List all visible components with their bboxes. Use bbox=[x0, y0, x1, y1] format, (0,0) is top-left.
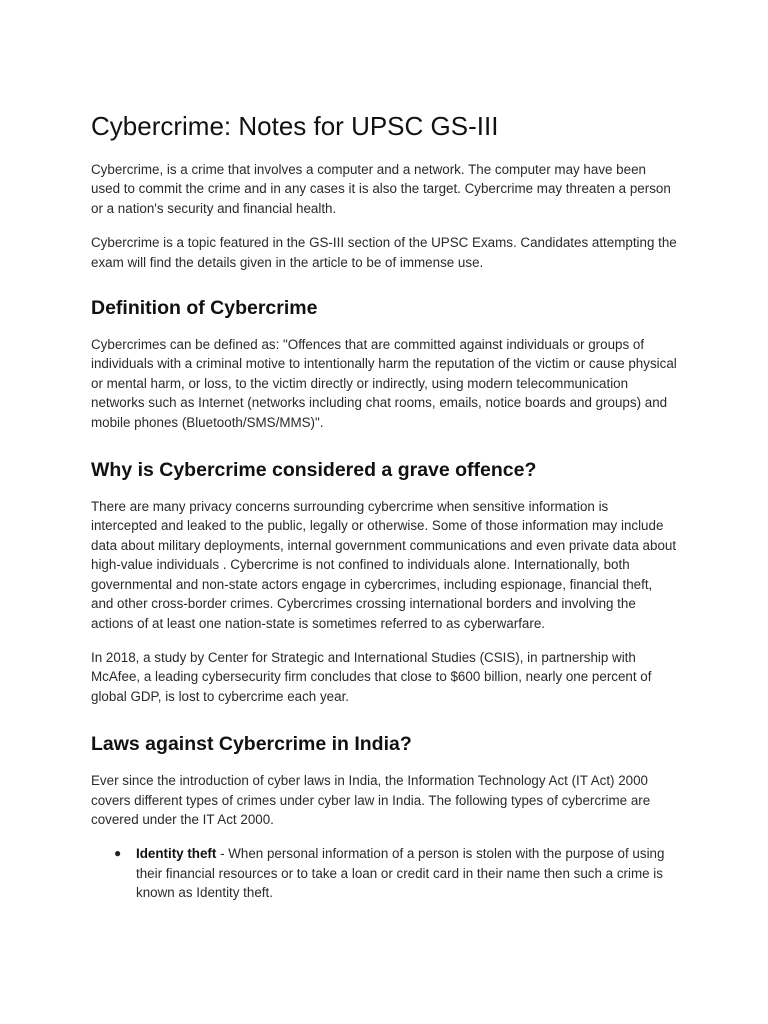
section-heading-grave-offence: Why is Cybercrime considered a grave offence? bbox=[91, 459, 537, 482]
cybercrime-types-list bbox=[91, 844, 678, 902]
intro-paragraph-2: Cybercrime is a topic featured in the GS-III section of the UPSC Exams. Candidates attempting the exam will find the details given in the article to be of immense use. bbox=[91, 235, 677, 270]
document-title: Cybercrime: Notes for UPSC GS-III bbox=[91, 111, 499, 141]
bullet-term: Identity theft bbox=[136, 846, 217, 862]
bullet-text: - When personal information of a person is stolen with the purpose of using their financial resources or to take a loan or credit card in their name then such a crime is known as Identity theft. bbox=[136, 846, 665, 901]
section-heading-definition: Definition of Cybercrime bbox=[91, 297, 318, 320]
bullet-icon: ● bbox=[114, 846, 122, 861]
intro-paragraph-1: Cybercrime, is a crime that involves a computer and a network. The computer may have been used to commit the crime and in any cases it is also the target. Cybercrime may threaten a person or a nation's security and financial health. bbox=[91, 162, 671, 216]
grave-offence-paragraph-2: In 2018, a study by Center for Strategic and International Studies (CSIS), in partnership with McAfee, a leading cybersecurity firm concludes that close to $600 billion, nearly one percent of global GDP, is lost to cybercrime each year. bbox=[91, 649, 652, 704]
section-heading-laws: Laws against Cybercrime in India? bbox=[91, 733, 412, 756]
list-item-identity-theft bbox=[91, 844, 678, 902]
laws-paragraph: Ever since the introduction of cyber laws in India, the Information Technology Act (IT Act) 2000 covers different types of crimes under cyber law in India. The following types of cybercrime are covered under the IT Act 2000. bbox=[91, 773, 651, 827]
definition-paragraph: Cybercrimes can be defined as: "Offences that are committed against individuals or groups of individuals with a criminal motive to intentionally harm the reputation of the victim or cause physical or mental harm, or loss, to the victim directly or indirectly, using modern telecommunication networks such as Internet (networks including chat rooms, emails, notice boards and groups) and mobile phones (Bluetooth/SMS/MMS)". bbox=[91, 337, 677, 430]
grave-offence-paragraph-1: There are many privacy concerns surrounding cybercrime when sensitive information is intercepted and leaked to the public, legally or otherwise. Some of those information may include data about military deployments, internal government communications and even private data about high-value individuals . Cybercrime is not confined to individuals alone. Internationally, both governmental and non-state actors engage in cybercrimes, including espionage, financial theft, and other cross-border crimes. Cybercrimes crossing international borders and involving the actions of at least one nation-state is sometimes referred to as cyberwarfare. bbox=[91, 499, 677, 631]
